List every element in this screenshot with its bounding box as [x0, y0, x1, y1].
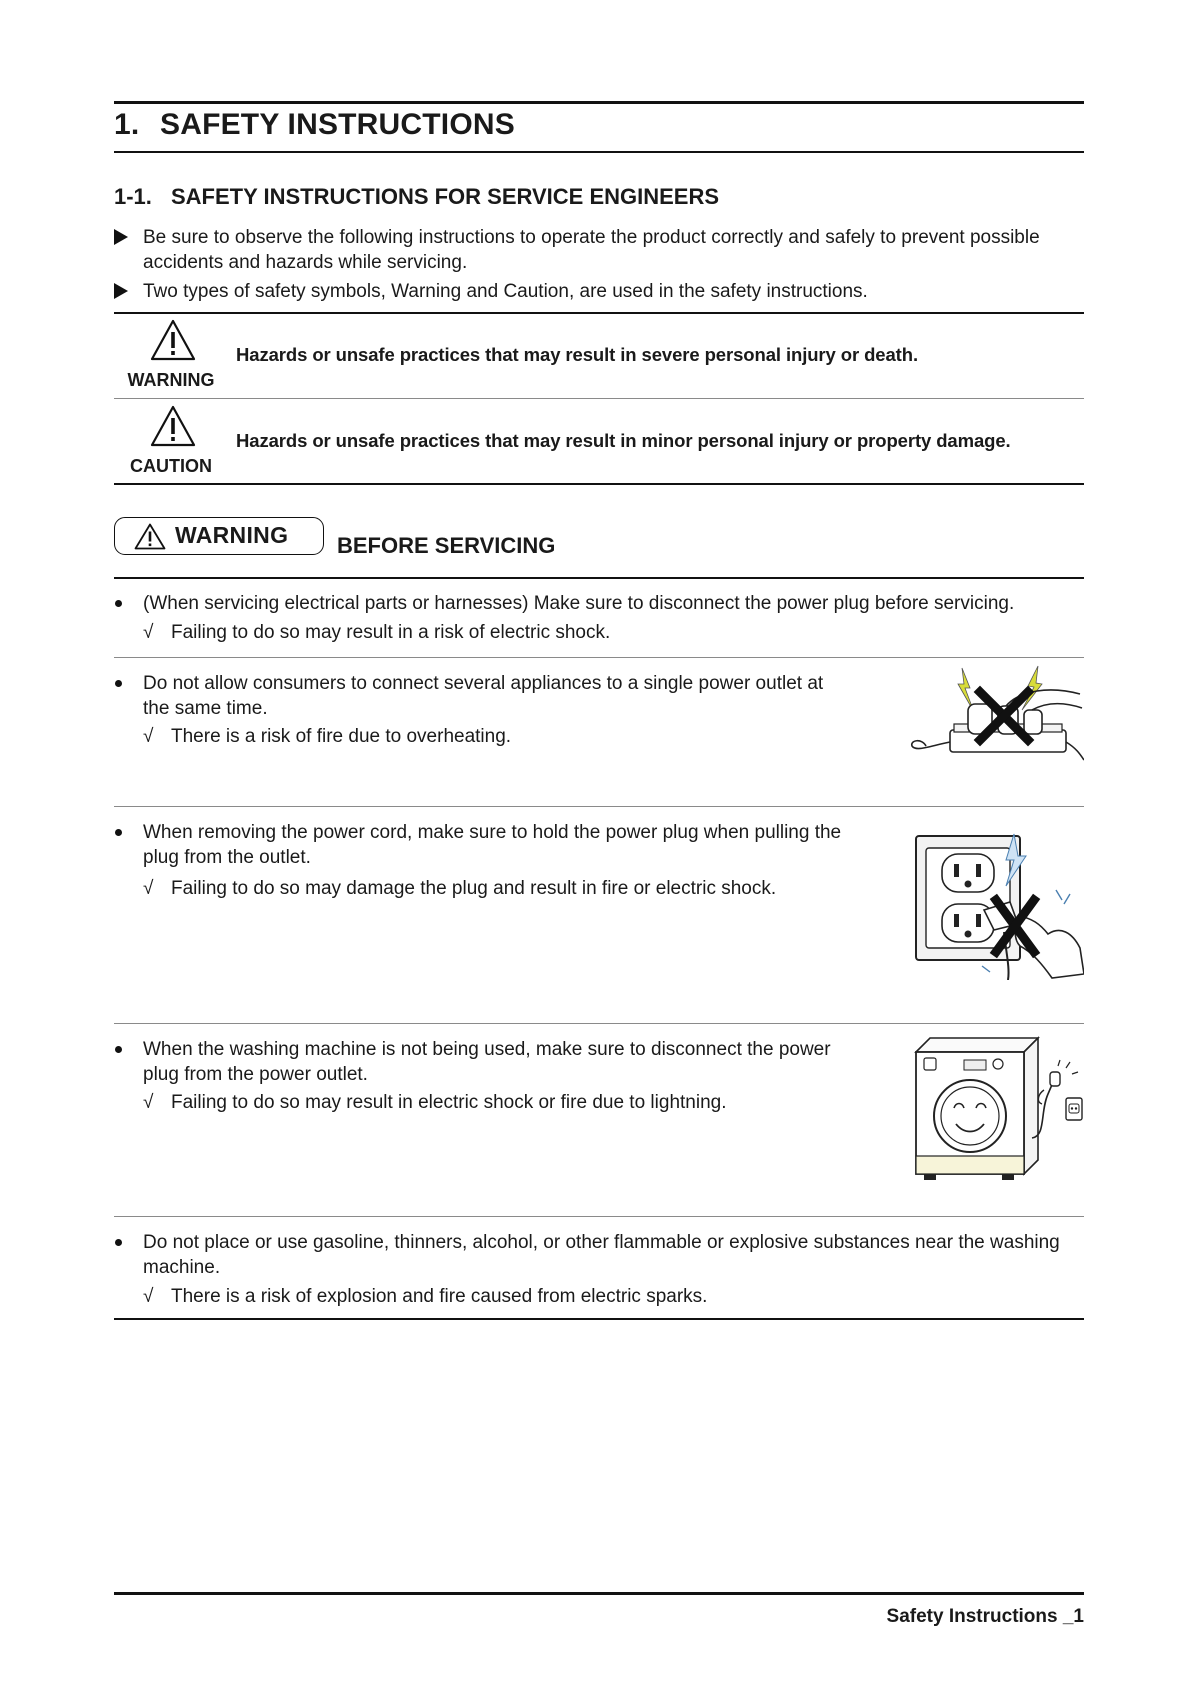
check-mark: √ [143, 1092, 154, 1113]
intro-item [114, 279, 1084, 304]
symbols-bottom-rule [114, 483, 1084, 485]
check-mark: √ [143, 726, 154, 747]
item-note [143, 876, 776, 901]
symbols-divider [114, 398, 1084, 399]
warning-badge-label: WARNING [175, 522, 289, 548]
section-end-rule [114, 1318, 1084, 1320]
check-mark: √ [143, 1286, 154, 1307]
item-note-text: There is a risk of explosion and fire caused from electric sparks. [171, 1286, 708, 1307]
check-mark: √ [143, 878, 154, 899]
symbol-description: Hazards or unsafe practices that may result in severe personal injury or death. [236, 344, 918, 365]
heading-bottom-rule [114, 151, 1084, 153]
item-divider [114, 657, 1084, 658]
bullet-icon [115, 1239, 122, 1246]
item-text: When the washing machine is not being used, make sure to disconnect the power plug from the power outlet. [143, 1039, 831, 1085]
item-text: (When servicing electrical parts or harnesses) Make sure to disconnect the power plug before servicing. [143, 593, 1015, 614]
item-text: Do not place or use gasoline, thinners, alcohol, or other flammable or explosive substances near the washing machine. [143, 1232, 1060, 1278]
subsection-title [114, 184, 719, 210]
symbol-row-warning [114, 314, 1084, 394]
subsection-title-text: SAFETY INSTRUCTIONS FOR SERVICE ENGINEERS [171, 184, 720, 209]
footer-rule [114, 1592, 1084, 1595]
item-note [143, 620, 610, 645]
item-text: When removing the power cord, make sure to hold the power plug when pulling the plug from the outlet. [143, 822, 842, 868]
item-divider [114, 1023, 1084, 1024]
bullet-icon [115, 600, 122, 607]
manual-page [114, 0, 1084, 1684]
symbol-description: Hazards or unsafe practices that may result in minor personal injury or property damage. [236, 430, 1011, 451]
item-note-text: There is a risk of fire due to overheating. [171, 726, 512, 747]
heading-top-rule [114, 101, 1084, 104]
before-servicing-rule [114, 577, 1084, 579]
triangle-arrow-icon [114, 283, 128, 299]
section-number: 1. [114, 108, 140, 141]
intro-item [114, 225, 1084, 275]
symbol-row-caution [114, 400, 1084, 480]
check-mark: √ [143, 622, 154, 643]
item-note-text: Failing to do so may result in electric shock or fire due to lightning. [171, 1092, 727, 1113]
intro-text: Be sure to observe the following instructions to operate the product correctly and safely to prevent possible accidents and hazards while servicing. [143, 227, 1040, 273]
item-divider [114, 1216, 1084, 1217]
unplugged-washing-machine-illustration [914, 1032, 1084, 1182]
warning-triangle-icon [150, 319, 196, 361]
symbol-label: CAUTION [130, 456, 212, 476]
item-note [143, 724, 511, 749]
overloaded-power-strip-illustration [910, 660, 1084, 770]
bullet-icon [115, 1046, 122, 1053]
bullet-icon [115, 829, 122, 836]
item-note [143, 1284, 707, 1309]
item-note-text: Failing to do so may damage the plug and result in fire or electric shock. [171, 878, 777, 899]
item-note [143, 1090, 727, 1115]
item-divider [114, 806, 1084, 807]
section-title-text: SAFETY INSTRUCTIONS [160, 108, 515, 141]
before-servicing-title: BEFORE SERVICING [337, 533, 556, 558]
warning-triangle-icon [134, 523, 166, 550]
list-item [114, 1230, 1084, 1310]
intro-text: Two types of safety symbols, Warning and Caution, are used in the safety instructions. [143, 281, 868, 302]
section-title [114, 108, 515, 142]
list-item [114, 591, 1084, 653]
subsection-number: 1-1. [114, 184, 152, 209]
item-text: Do not allow consumers to connect several appliances to a single power outlet at the same time. [143, 673, 824, 719]
symbol-label: WARNING [127, 370, 215, 390]
warning-badge [114, 517, 324, 555]
page-footer: Safety Instructions _1 [886, 1606, 1084, 1627]
triangle-arrow-icon [114, 229, 128, 245]
item-note-text: Failing to do so may result in a risk of electric shock. [171, 622, 611, 643]
warning-triangle-icon [150, 405, 196, 447]
bullet-icon [115, 680, 122, 687]
pulling-cord-from-outlet-illustration [914, 828, 1084, 980]
